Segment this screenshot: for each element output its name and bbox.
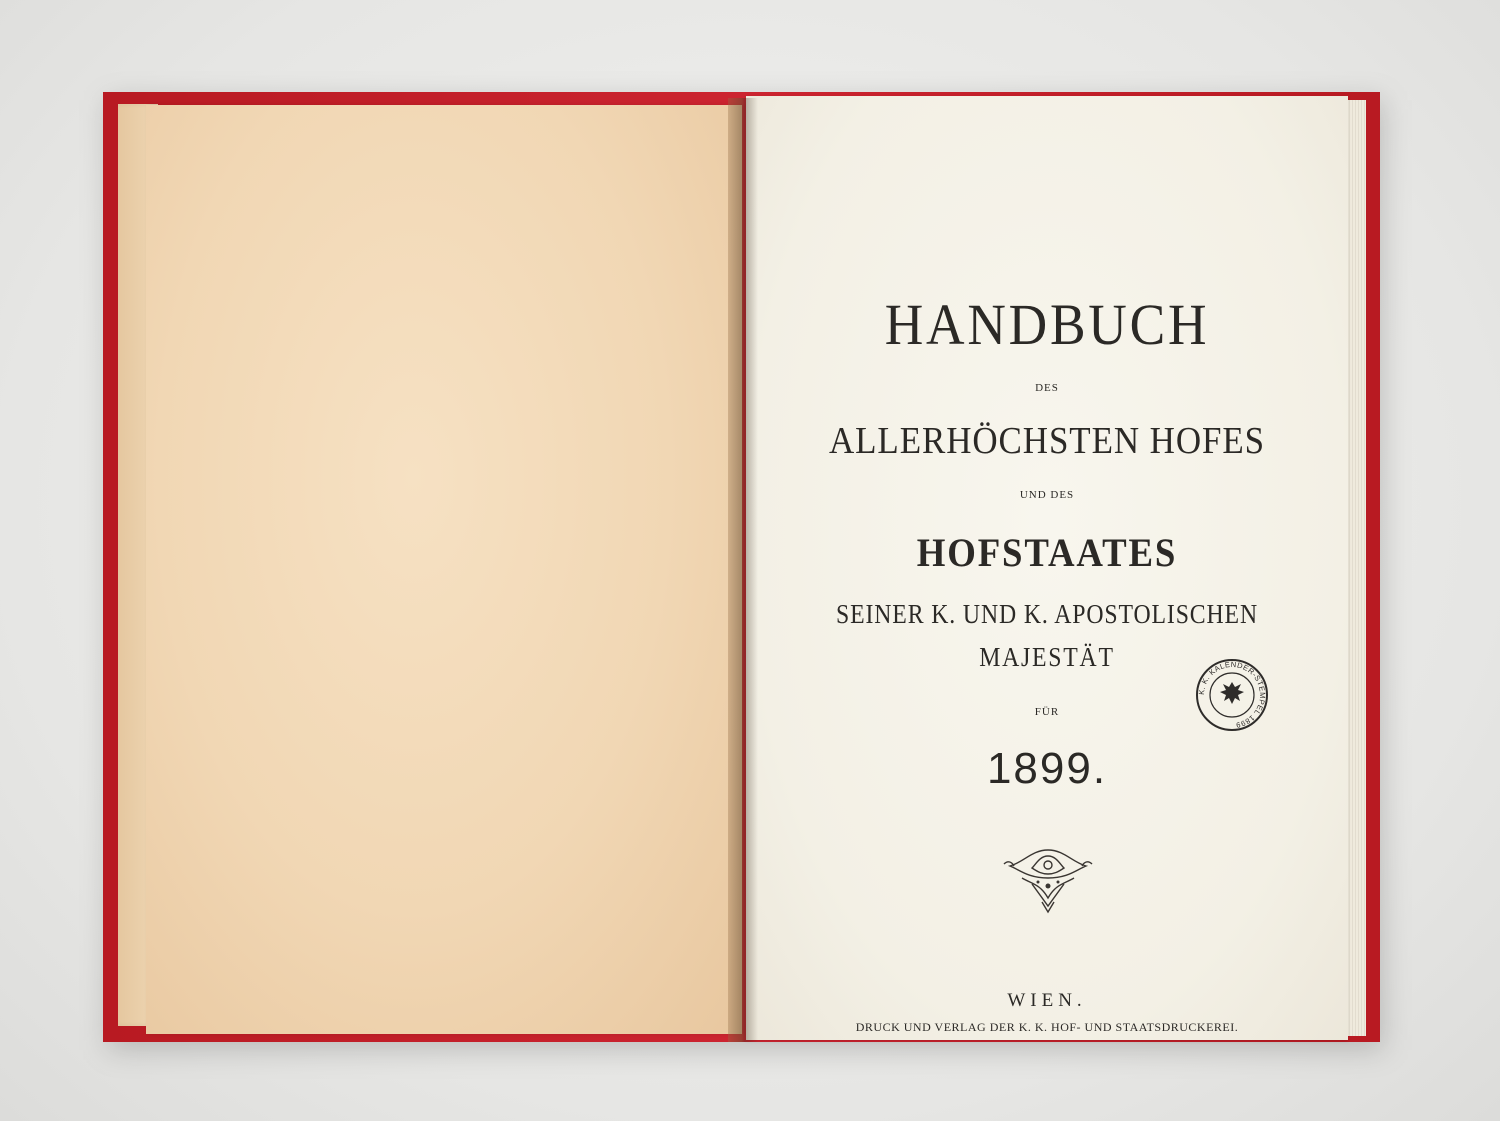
title-des: DES [1035,382,1059,394]
title-und-des: UND DES [1019,489,1075,501]
stamp-text: K. K. KALENDER-STEMPEL 1899 [1196,659,1268,730]
book-gutter [728,98,758,1042]
imprint-place: WIEN. [1007,990,1087,1011]
eagle-icon [1220,682,1244,704]
title-page [746,96,1348,1040]
title-court: ALLERHÖCHSTEN HOFES [828,420,1266,462]
ornament-icon [1002,844,1094,916]
blank-left-page [146,105,742,1034]
title-year: 1899. [986,744,1108,793]
title-handbuch: HANDBUCH [884,292,1210,357]
title-household: HOFSTAATES [916,530,1178,575]
title-majesty-line-2: MAJESTÄT [979,642,1115,672]
calendar-stamp [1195,658,1269,732]
imprint-publisher: DRUCK UND VERLAG DER K. K. HOF- UND STAATSDRUCKEREI. [855,1020,1239,1034]
title-fuer: FÜR [1034,706,1060,718]
title-majesty-line-1: SEINER K. UND K. APOSTOLISCHEN [835,599,1258,629]
